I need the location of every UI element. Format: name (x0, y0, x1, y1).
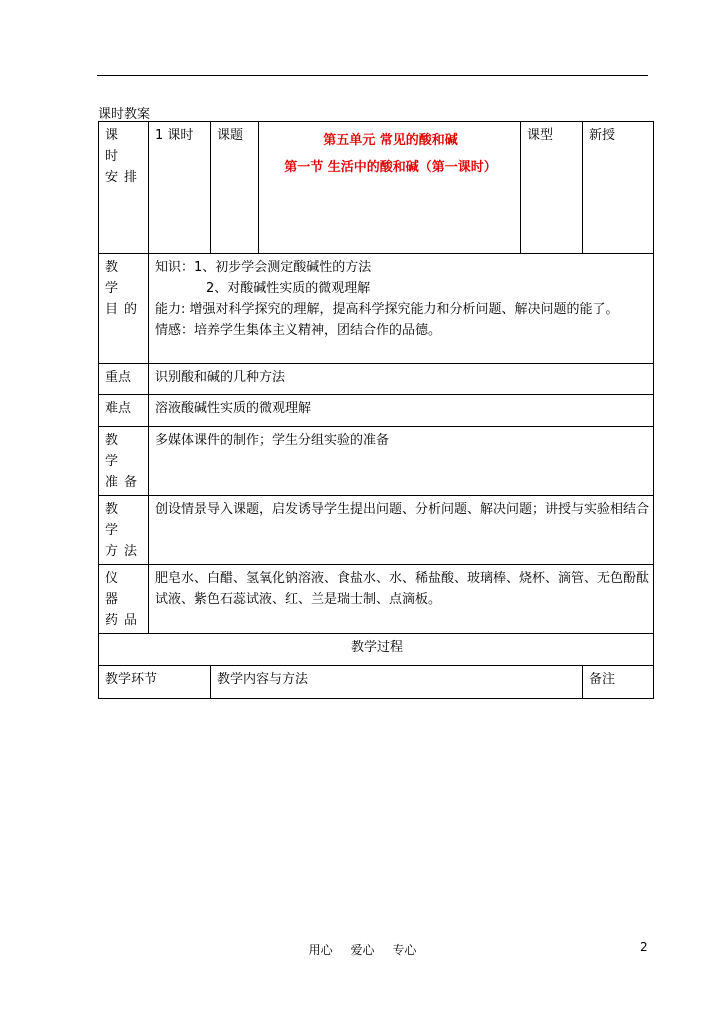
difficulty-label: 难点 (99, 395, 149, 427)
doc-label: 课时教案 (98, 107, 151, 122)
col-stage-header (99, 666, 211, 699)
topic-title (259, 122, 521, 254)
header-rule (97, 75, 648, 76)
table-row (99, 666, 654, 699)
topic-title-line1: 第五单元 常见的酸和碱 (323, 133, 458, 148)
type-label: 课型 (521, 122, 583, 254)
prep-label: 教 学 准备 (99, 427, 149, 496)
col-notes-header: 备注 (583, 666, 654, 699)
footer-motto-1: 用心 (308, 943, 333, 957)
key-value: 识别酸和碱的几种方法 (149, 364, 654, 395)
instruments-value: 肥皂水、白醋、氢氧化钠溶液、食盐水、水、稀盐酸、玻璃棒、烧杯、滴管、无色酚酞试液、紫色石蕊试液、红、兰是瑞士制、点滴板。 (149, 565, 654, 634)
goals-label: 教 学 目的 (99, 254, 149, 364)
method-value: 创设情景导入课题，启发诱导学生提出问题、分析问题、解决问题；讲授与实验相结合 (149, 496, 654, 565)
prep-value: 多媒体课件的制作；学生分组实验的准备 (149, 427, 654, 496)
col-content-label: 教学内容与方法 (217, 672, 309, 687)
table-row (99, 496, 654, 565)
table-row (99, 364, 654, 395)
col-stage-label: 教学环节 (105, 672, 158, 687)
key-label: 重点 (99, 364, 149, 395)
table-row (99, 634, 654, 666)
topic-label: 课题 (211, 122, 259, 254)
goals-content (149, 254, 654, 364)
footer-motto (0, 941, 725, 958)
method-label: 教 学 方法 (99, 496, 149, 565)
type-value: 新授 (583, 122, 654, 254)
table-row (99, 395, 654, 427)
table-row (99, 565, 654, 634)
goal-emotion: 情感：培养学生集体主义精神，团结合作的品德。 (155, 323, 442, 338)
instruments-label: 仪 器 药品 (99, 565, 149, 634)
lesson-plan-table (98, 121, 654, 699)
topic-title-line2: 第一节 生活中的酸和碱（第一课时） (284, 160, 497, 175)
table-row (99, 122, 654, 254)
goal-knowledge-2: 2、对酸碱性实质的微观理解 (206, 281, 371, 296)
schedule-label: 课 时 安排 (99, 122, 149, 254)
goal-knowledge-1: 知识：1、初步学会测定酸碱性的方法 (155, 260, 372, 275)
difficulty-value: 溶液酸碱性实质的微观理解 (149, 395, 654, 427)
table-row (99, 254, 654, 364)
footer-motto-2: 爱心 (350, 943, 375, 957)
footer-motto-3: 专心 (392, 943, 417, 957)
process-heading: 教学过程 (99, 634, 654, 666)
goal-ability: 能力: 增强对科学探究的理解，提高科学探究能力和分析问题、解决问题的能了。 (155, 302, 619, 317)
schedule-value: 1 课时 (149, 122, 211, 254)
page-number: 2 (640, 940, 648, 954)
col-content-header (211, 666, 583, 699)
table-row (99, 427, 654, 496)
